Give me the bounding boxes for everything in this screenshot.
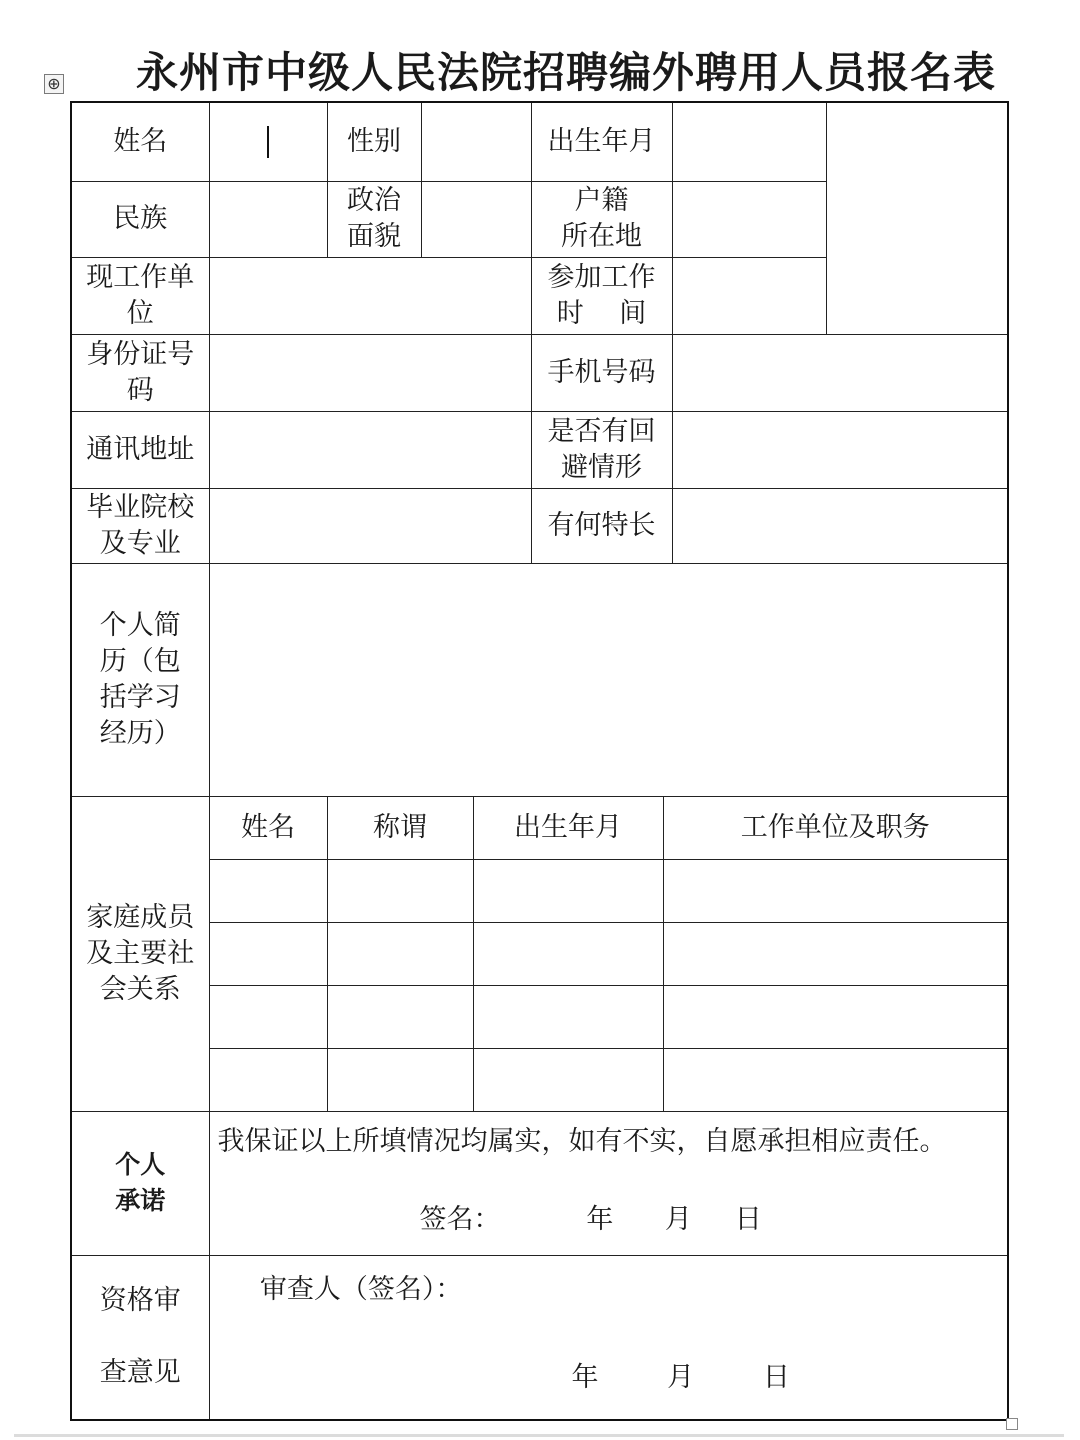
birth-field[interactable] xyxy=(672,102,826,181)
resume-field[interactable] xyxy=(209,563,1008,796)
family-row xyxy=(71,985,1008,1048)
family-cell[interactable] xyxy=(209,1048,327,1111)
photo-field[interactable] xyxy=(826,102,1008,334)
family-cell[interactable] xyxy=(327,859,473,922)
registration-form-table xyxy=(70,101,1009,1421)
workplace-label: 现工作单 位 xyxy=(71,257,209,334)
resume-label: 个人简 历（包 括学习 经历） xyxy=(71,563,209,796)
avoidance-field[interactable] xyxy=(672,411,1008,488)
gender-field[interactable] xyxy=(421,102,531,181)
family-cell[interactable] xyxy=(327,922,473,985)
reviewer-signature-line: 审查人（签名）： xyxy=(225,1273,463,1305)
family-cell[interactable] xyxy=(663,985,1008,1048)
family-cell[interactable] xyxy=(209,859,327,922)
household-field[interactable] xyxy=(672,181,826,257)
table-resize-handle[interactable] xyxy=(1006,1418,1018,1430)
family-cell[interactable] xyxy=(327,985,473,1048)
work-start-field[interactable] xyxy=(672,257,826,334)
family-cell[interactable] xyxy=(327,1048,473,1111)
name-label: 姓名 xyxy=(71,102,209,181)
family-row xyxy=(71,859,1008,922)
family-header-name: 姓名 xyxy=(209,796,327,859)
work-start-label: 参加工作 时 间 xyxy=(531,257,672,334)
family-cell[interactable] xyxy=(473,859,663,922)
family-header-work: 工作单位及职务 xyxy=(663,796,1008,859)
review-field[interactable] xyxy=(209,1255,1008,1420)
political-status-label: 政治 面貌 xyxy=(327,181,421,257)
ethnicity-label: 民族 xyxy=(71,181,209,257)
table-move-handle-icon[interactable]: ⊕ xyxy=(44,74,64,94)
family-cell[interactable] xyxy=(473,922,663,985)
address-field[interactable] xyxy=(209,411,531,488)
birth-label: 出生年月 xyxy=(531,102,672,181)
page-bottom-edge xyxy=(14,1434,1064,1437)
family-cell[interactable] xyxy=(663,859,1008,922)
family-cell[interactable] xyxy=(209,985,327,1048)
specialty-label: 有何特长 xyxy=(531,488,672,563)
family-cell[interactable] xyxy=(473,985,663,1048)
ethnicity-field[interactable] xyxy=(209,181,327,257)
specialty-field[interactable] xyxy=(672,488,1008,563)
review-date-line: 年 月 日 xyxy=(571,1361,790,1393)
id-number-label: 身份证号 码 xyxy=(71,334,209,411)
family-cell[interactable] xyxy=(663,1048,1008,1111)
pledge-field[interactable] xyxy=(209,1111,1008,1255)
household-label: 户籍 所在地 xyxy=(531,181,672,257)
family-header-relation: 称谓 xyxy=(327,796,473,859)
pledge-label: 个人 承诺 xyxy=(71,1111,209,1255)
political-status-field[interactable] xyxy=(421,181,531,257)
gender-label: 性别 xyxy=(327,102,421,181)
pledge-signature-line: 签名： 年 月 日 xyxy=(419,1203,762,1235)
id-number-field[interactable] xyxy=(209,334,531,411)
family-cell[interactable] xyxy=(663,922,1008,985)
school-label: 毕业院校 及专业 xyxy=(71,488,209,563)
name-field[interactable] xyxy=(209,102,327,181)
family-row xyxy=(71,922,1008,985)
text-cursor xyxy=(267,126,269,158)
address-label: 通讯地址 xyxy=(71,411,209,488)
family-cell[interactable] xyxy=(209,922,327,985)
phone-field[interactable] xyxy=(672,334,1008,411)
phone-label: 手机号码 xyxy=(531,334,672,411)
school-field[interactable] xyxy=(209,488,531,563)
avoidance-label: 是否有回 避情形 xyxy=(531,411,672,488)
review-label: 资格审 查意见 xyxy=(71,1255,209,1420)
family-row xyxy=(71,1048,1008,1111)
page-title: 永州市中级人民法院招聘编外聘用人员报名表 xyxy=(136,48,997,97)
pledge-text: 我保证以上所填情况均属实，如有不实，自愿承担相应责任。 xyxy=(217,1125,947,1157)
family-header-birth: 出生年月 xyxy=(473,796,663,859)
workplace-field[interactable] xyxy=(209,257,531,334)
family-label: 家庭成员 及主要社 会关系 xyxy=(71,796,209,1111)
family-cell[interactable] xyxy=(473,1048,663,1111)
